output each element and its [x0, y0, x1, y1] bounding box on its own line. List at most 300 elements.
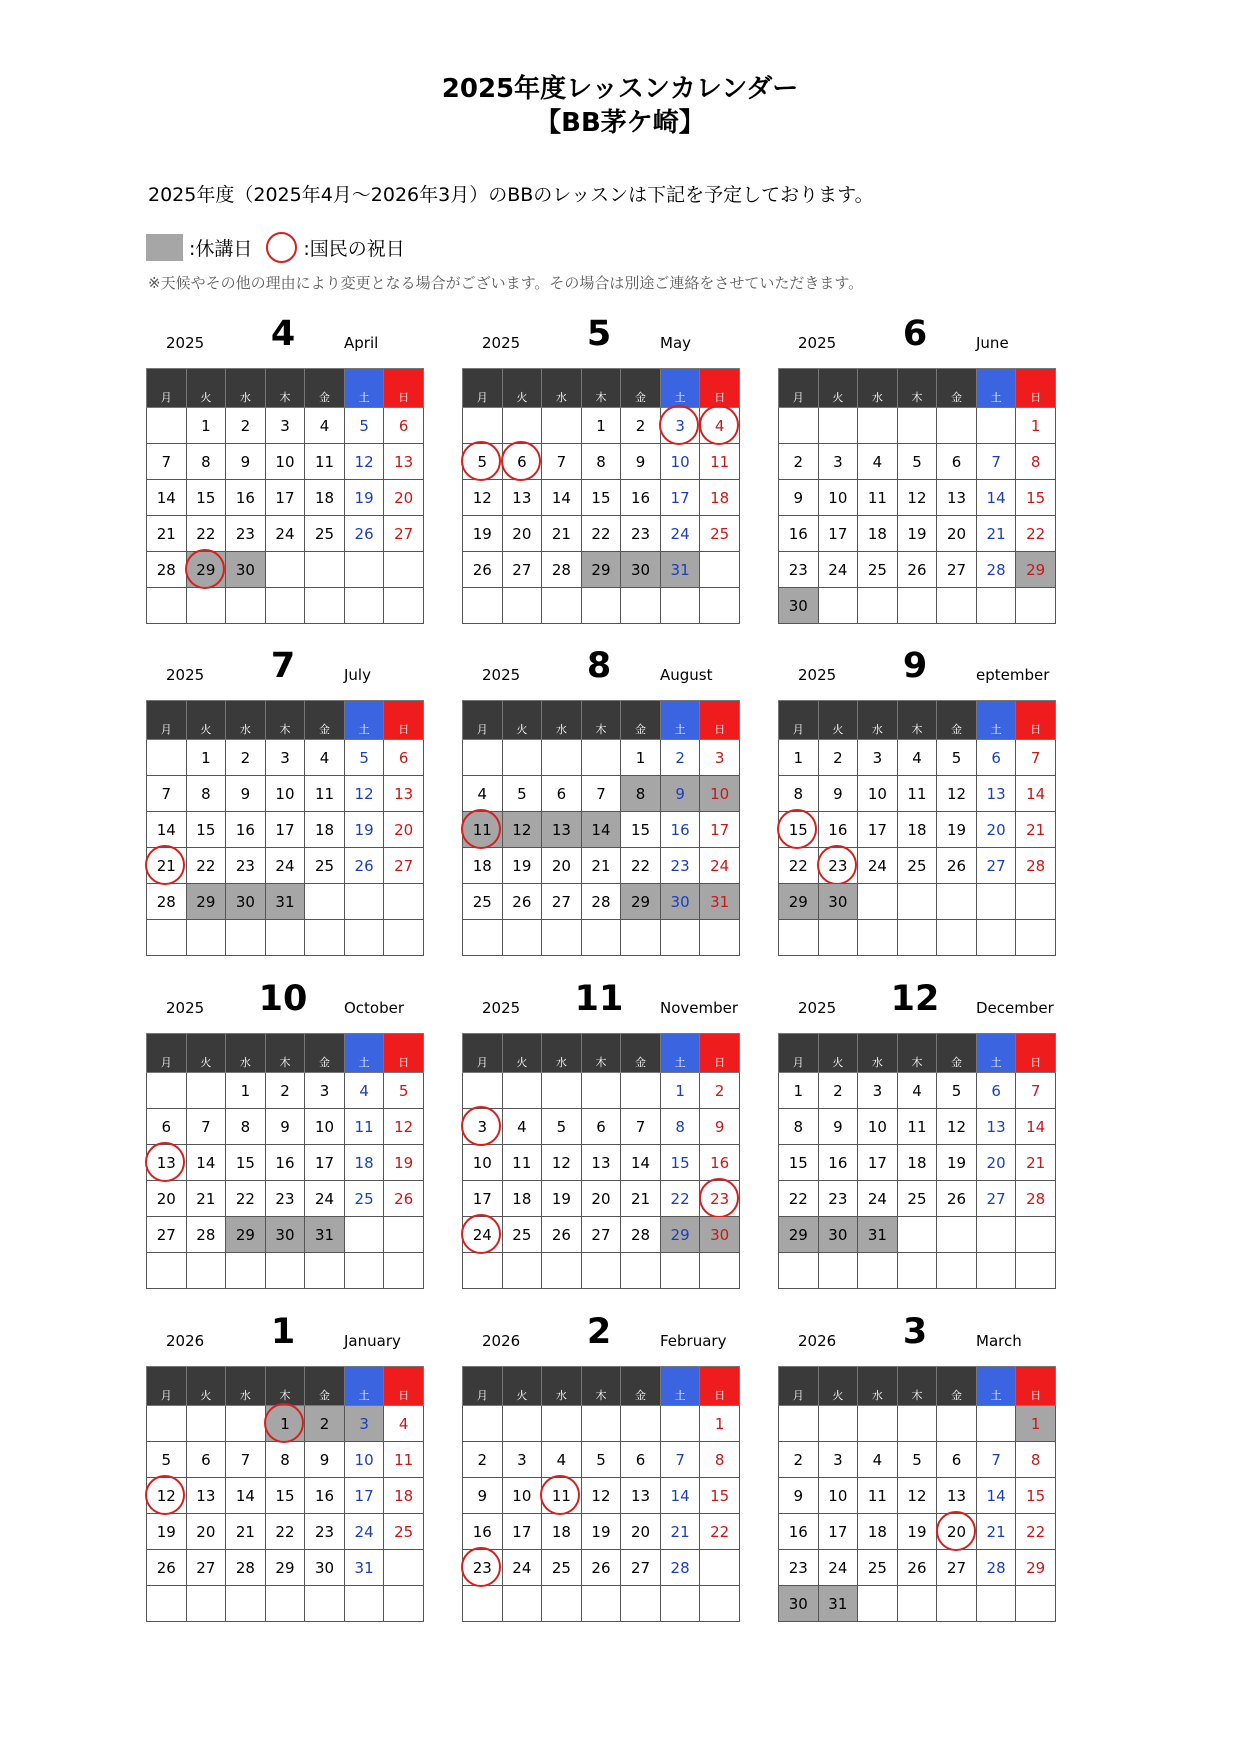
day-cell: 24 [700, 848, 740, 884]
day-cell: 7 [186, 1109, 226, 1145]
day-cell: 23 [779, 552, 819, 588]
empty-cell [502, 1073, 542, 1109]
day-cell: 29 [265, 1550, 305, 1586]
day-cell: 15 [1016, 480, 1056, 516]
day-cell: 16 [818, 812, 858, 848]
empty-cell [897, 1253, 937, 1289]
day-cell: 5 [384, 1073, 424, 1109]
month-table [778, 700, 1056, 956]
week-row [779, 1109, 1056, 1145]
day-cell: 27 [937, 552, 977, 588]
day-cell: 24 [265, 848, 305, 884]
week-row [147, 552, 424, 588]
day-cell: 26 [897, 1550, 937, 1586]
day-cell: 30 [226, 552, 266, 588]
week-row [779, 552, 1056, 588]
day-cell: 14 [147, 480, 187, 516]
empty-cell [463, 588, 503, 624]
day-cell: 25 [700, 516, 740, 552]
day-cell: 12 [344, 444, 384, 480]
weekday-header: 火 [818, 1034, 858, 1073]
day-cell: 16 [818, 1145, 858, 1181]
empty-cell [700, 920, 740, 956]
empty-cell [700, 552, 740, 588]
weekday-header: 土 [976, 369, 1016, 408]
weekday-header: 金 [621, 701, 661, 740]
empty-cell [384, 920, 424, 956]
month-name: February [660, 1332, 727, 1350]
day-cell: 19 [502, 848, 542, 884]
week-row [463, 1217, 740, 1253]
month-table [778, 368, 1056, 624]
month-year: 2025 [166, 334, 205, 352]
day-cell: 28 [976, 552, 1016, 588]
empty-cell [502, 740, 542, 776]
week-row [463, 740, 740, 776]
day-cell: 3 [700, 740, 740, 776]
empty-cell [147, 408, 187, 444]
month-table [146, 700, 424, 956]
day-cell: 7 [621, 1109, 661, 1145]
week-row [779, 1406, 1056, 1442]
day-cell: 14 [226, 1478, 266, 1514]
week-row [463, 1550, 740, 1586]
day-cell: 16 [779, 516, 819, 552]
month-table [146, 1366, 424, 1622]
day-cell: 6 [384, 408, 424, 444]
day-cell: 22 [581, 516, 621, 552]
week-row [779, 1478, 1056, 1514]
day-cell: 16 [226, 812, 266, 848]
day-cell: 16 [779, 1514, 819, 1550]
empty-cell [305, 588, 345, 624]
weekday-header: 日 [384, 369, 424, 408]
week-row [463, 1442, 740, 1478]
empty-cell [1016, 588, 1056, 624]
day-cell: 19 [542, 1181, 582, 1217]
day-cell: 20 [581, 1181, 621, 1217]
empty-cell [305, 552, 345, 588]
day-cell: 4 [502, 1109, 542, 1145]
day-cell: 6 [621, 1442, 661, 1478]
week-row [147, 1586, 424, 1622]
day-cell: 23 [265, 1181, 305, 1217]
day-cell: 14 [581, 812, 621, 848]
day-cell: 17 [818, 1514, 858, 1550]
day-cell: 11 [897, 1109, 937, 1145]
empty-cell [937, 920, 977, 956]
weekday-header: 火 [186, 369, 226, 408]
day-cell: 26 [147, 1550, 187, 1586]
day-cell: 20 [937, 1514, 977, 1550]
week-row [147, 1550, 424, 1586]
day-cell: 1 [700, 1406, 740, 1442]
weekday-header: 水 [226, 1034, 266, 1073]
week-row [779, 444, 1056, 480]
day-cell: 4 [700, 408, 740, 444]
day-cell: 17 [660, 480, 700, 516]
day-cell: 17 [858, 1145, 898, 1181]
day-cell: 1 [1016, 1406, 1056, 1442]
day-cell: 27 [147, 1217, 187, 1253]
weekday-header: 火 [818, 369, 858, 408]
weekday-header: 火 [502, 1367, 542, 1406]
day-cell: 5 [581, 1442, 621, 1478]
month-year: 2026 [166, 1332, 205, 1350]
week-row [779, 1217, 1056, 1253]
month-header [778, 314, 1056, 368]
empty-cell [542, 1073, 582, 1109]
day-cell: 25 [305, 516, 345, 552]
empty-cell [147, 1253, 187, 1289]
day-cell: 26 [897, 552, 937, 588]
day-cell: 15 [779, 812, 819, 848]
month-number: 1 [270, 1312, 296, 1352]
day-cell: 26 [581, 1550, 621, 1586]
day-cell: 23 [305, 1514, 345, 1550]
day-cell: 25 [542, 1550, 582, 1586]
day-cell: 2 [305, 1406, 345, 1442]
month-name: March [976, 1332, 1022, 1350]
weekday-header: 火 [502, 701, 542, 740]
empty-cell [147, 1073, 187, 1109]
day-cell: 18 [305, 480, 345, 516]
day-cell: 1 [1016, 408, 1056, 444]
empty-cell [384, 1253, 424, 1289]
day-cell: 6 [502, 444, 542, 480]
empty-cell [344, 588, 384, 624]
month-name: June [976, 334, 1009, 352]
empty-cell [147, 1586, 187, 1622]
day-cell: 20 [976, 1145, 1016, 1181]
day-cell: 22 [265, 1514, 305, 1550]
week-row [463, 776, 740, 812]
empty-cell [897, 1406, 937, 1442]
weekday-header: 木 [897, 1034, 937, 1073]
day-cell: 12 [384, 1109, 424, 1145]
weekday-header: 日 [700, 369, 740, 408]
day-cell: 10 [858, 1109, 898, 1145]
day-cell: 2 [818, 740, 858, 776]
month-header [462, 646, 740, 700]
empty-cell [897, 920, 937, 956]
month-name: eptember [976, 666, 1050, 684]
day-cell: 30 [265, 1217, 305, 1253]
day-cell: 19 [937, 1145, 977, 1181]
month-number: 11 [574, 979, 624, 1019]
empty-cell [937, 1217, 977, 1253]
day-cell: 8 [226, 1109, 266, 1145]
week-row [463, 1109, 740, 1145]
month-calendar [146, 314, 424, 624]
day-cell: 29 [226, 1217, 266, 1253]
day-cell: 11 [542, 1478, 582, 1514]
week-row [779, 812, 1056, 848]
month-header [146, 646, 424, 700]
month-number: 7 [270, 646, 296, 686]
day-cell: 21 [1016, 1145, 1056, 1181]
empty-cell [305, 920, 345, 956]
day-cell: 20 [384, 480, 424, 516]
day-cell: 12 [463, 480, 503, 516]
weekday-header: 水 [226, 701, 266, 740]
empty-cell [581, 1073, 621, 1109]
month-year: 2025 [166, 999, 205, 1017]
day-cell: 2 [226, 408, 266, 444]
empty-cell [186, 588, 226, 624]
day-cell: 2 [779, 444, 819, 480]
empty-cell [858, 884, 898, 920]
empty-cell [621, 920, 661, 956]
weekday-header: 土 [660, 369, 700, 408]
day-cell: 2 [700, 1073, 740, 1109]
day-cell: 7 [226, 1442, 266, 1478]
day-cell: 3 [463, 1109, 503, 1145]
day-cell: 3 [818, 444, 858, 480]
day-cell: 6 [937, 444, 977, 480]
weekday-header: 土 [660, 1367, 700, 1406]
day-cell: 26 [344, 516, 384, 552]
day-cell: 26 [937, 848, 977, 884]
day-cell: 4 [858, 444, 898, 480]
empty-cell [305, 1253, 345, 1289]
month-calendar [462, 646, 740, 956]
week-row [463, 1406, 740, 1442]
day-cell: 6 [542, 776, 582, 812]
weekday-header: 土 [660, 1034, 700, 1073]
day-cell: 6 [976, 740, 1016, 776]
weekday-header: 月 [779, 701, 819, 740]
day-cell: 23 [818, 1181, 858, 1217]
week-row [147, 740, 424, 776]
empty-cell [660, 1406, 700, 1442]
empty-cell [581, 1253, 621, 1289]
day-cell: 19 [344, 480, 384, 516]
day-cell: 16 [305, 1478, 345, 1514]
empty-cell [265, 920, 305, 956]
weekday-header: 水 [542, 1034, 582, 1073]
day-cell: 18 [384, 1478, 424, 1514]
empty-cell [621, 1073, 661, 1109]
day-cell: 31 [344, 1550, 384, 1586]
day-cell: 28 [1016, 1181, 1056, 1217]
day-cell: 22 [226, 1181, 266, 1217]
weekday-header: 金 [937, 1034, 977, 1073]
empty-cell [542, 740, 582, 776]
day-cell: 18 [344, 1145, 384, 1181]
day-cell: 2 [463, 1442, 503, 1478]
empty-cell [700, 588, 740, 624]
day-cell: 7 [147, 776, 187, 812]
day-cell: 18 [463, 848, 503, 884]
weekday-header-row [147, 701, 424, 740]
day-cell: 7 [660, 1442, 700, 1478]
day-cell: 9 [779, 1478, 819, 1514]
weekday-header-row [779, 701, 1056, 740]
day-cell: 4 [384, 1406, 424, 1442]
day-cell: 20 [186, 1514, 226, 1550]
day-cell: 15 [186, 480, 226, 516]
weekday-header: 月 [779, 1367, 819, 1406]
empty-cell [779, 920, 819, 956]
day-cell: 20 [542, 848, 582, 884]
weekday-header: 日 [1016, 701, 1056, 740]
day-cell: 13 [502, 480, 542, 516]
day-cell: 23 [463, 1550, 503, 1586]
day-cell: 27 [621, 1550, 661, 1586]
page-title: 2025年度レッスンカレンダー [441, 74, 799, 104]
empty-cell [858, 1586, 898, 1622]
month-name: August [660, 666, 713, 684]
day-cell: 19 [384, 1145, 424, 1181]
day-cell: 7 [976, 1442, 1016, 1478]
weekday-header: 金 [937, 1367, 977, 1406]
weekday-header: 月 [147, 1034, 187, 1073]
day-cell: 8 [186, 444, 226, 480]
day-cell: 14 [1016, 1109, 1056, 1145]
day-cell: 11 [344, 1109, 384, 1145]
day-cell: 24 [858, 1181, 898, 1217]
empty-cell [858, 1253, 898, 1289]
day-cell: 31 [858, 1217, 898, 1253]
day-cell: 23 [700, 1181, 740, 1217]
day-cell: 4 [305, 740, 345, 776]
holiday-label: :国民の祝日 [303, 237, 405, 260]
day-cell: 5 [344, 408, 384, 444]
day-cell: 24 [344, 1514, 384, 1550]
month-calendar [778, 314, 1056, 624]
day-cell: 5 [502, 776, 542, 812]
day-cell: 25 [344, 1181, 384, 1217]
weekday-header: 金 [621, 1367, 661, 1406]
day-cell: 2 [818, 1073, 858, 1109]
day-cell: 12 [937, 776, 977, 812]
month-number: 2 [586, 1312, 612, 1352]
month-number: 12 [890, 979, 940, 1019]
month-number: 10 [258, 979, 308, 1019]
month-name: October [344, 999, 405, 1017]
day-cell: 13 [186, 1478, 226, 1514]
day-cell: 15 [660, 1145, 700, 1181]
weekday-header-row [147, 1367, 424, 1406]
empty-cell [621, 1253, 661, 1289]
closed-day-swatch [146, 234, 183, 261]
weekday-header: 日 [1016, 1034, 1056, 1073]
day-cell: 30 [818, 1217, 858, 1253]
day-cell: 8 [1016, 1442, 1056, 1478]
day-cell: 22 [1016, 1514, 1056, 1550]
week-row [147, 480, 424, 516]
weekday-header: 木 [897, 701, 937, 740]
week-row [779, 408, 1056, 444]
empty-cell [818, 920, 858, 956]
month-table [146, 1033, 424, 1289]
week-row [779, 1181, 1056, 1217]
empty-cell [937, 884, 977, 920]
month-year: 2025 [482, 999, 521, 1017]
empty-cell [265, 1253, 305, 1289]
day-cell: 21 [226, 1514, 266, 1550]
day-cell: 22 [186, 848, 226, 884]
day-cell: 22 [779, 848, 819, 884]
day-cell: 28 [581, 884, 621, 920]
empty-cell [1016, 1217, 1056, 1253]
day-cell: 3 [265, 740, 305, 776]
week-row [463, 552, 740, 588]
empty-cell [344, 884, 384, 920]
day-cell: 7 [581, 776, 621, 812]
day-cell: 27 [384, 848, 424, 884]
month-table [462, 1366, 740, 1622]
weekday-header-row [463, 1367, 740, 1406]
empty-cell [186, 1073, 226, 1109]
day-cell: 17 [858, 812, 898, 848]
day-cell: 8 [621, 776, 661, 812]
day-cell: 7 [976, 444, 1016, 480]
day-cell: 12 [147, 1478, 187, 1514]
day-cell: 19 [463, 516, 503, 552]
empty-cell [226, 1406, 266, 1442]
day-cell: 19 [897, 1514, 937, 1550]
day-cell: 30 [660, 884, 700, 920]
day-cell: 12 [581, 1478, 621, 1514]
empty-cell [818, 408, 858, 444]
day-cell: 1 [660, 1073, 700, 1109]
day-cell: 8 [581, 444, 621, 480]
day-cell: 27 [937, 1550, 977, 1586]
week-row [463, 1514, 740, 1550]
month-header [462, 979, 740, 1033]
weekday-header: 水 [858, 701, 898, 740]
empty-cell [344, 552, 384, 588]
day-cell: 19 [897, 516, 937, 552]
day-cell: 25 [305, 848, 345, 884]
day-cell: 27 [976, 848, 1016, 884]
day-cell: 24 [858, 848, 898, 884]
week-row [779, 1073, 1056, 1109]
day-cell: 5 [542, 1109, 582, 1145]
week-row [463, 884, 740, 920]
weekday-header: 金 [937, 369, 977, 408]
day-cell: 18 [858, 1514, 898, 1550]
day-cell: 7 [1016, 740, 1056, 776]
week-row [779, 1145, 1056, 1181]
weekday-header: 日 [700, 1367, 740, 1406]
month-name: January [344, 1332, 401, 1350]
empty-cell [502, 588, 542, 624]
day-cell: 30 [818, 884, 858, 920]
day-cell: 9 [265, 1109, 305, 1145]
month-table [462, 700, 740, 956]
day-cell: 31 [818, 1586, 858, 1622]
weekday-header: 水 [858, 369, 898, 408]
weekday-header: 月 [463, 1034, 503, 1073]
month-year: 2025 [482, 666, 521, 684]
day-cell: 25 [858, 1550, 898, 1586]
empty-cell [937, 408, 977, 444]
day-cell: 1 [621, 740, 661, 776]
month-calendar [146, 979, 424, 1289]
empty-cell [186, 1586, 226, 1622]
day-cell: 28 [226, 1550, 266, 1586]
day-cell: 31 [660, 552, 700, 588]
day-cell: 21 [147, 516, 187, 552]
empty-cell [226, 588, 266, 624]
day-cell: 10 [265, 444, 305, 480]
month-calendar [146, 646, 424, 956]
month-year: 2025 [482, 334, 521, 352]
empty-cell [186, 1406, 226, 1442]
